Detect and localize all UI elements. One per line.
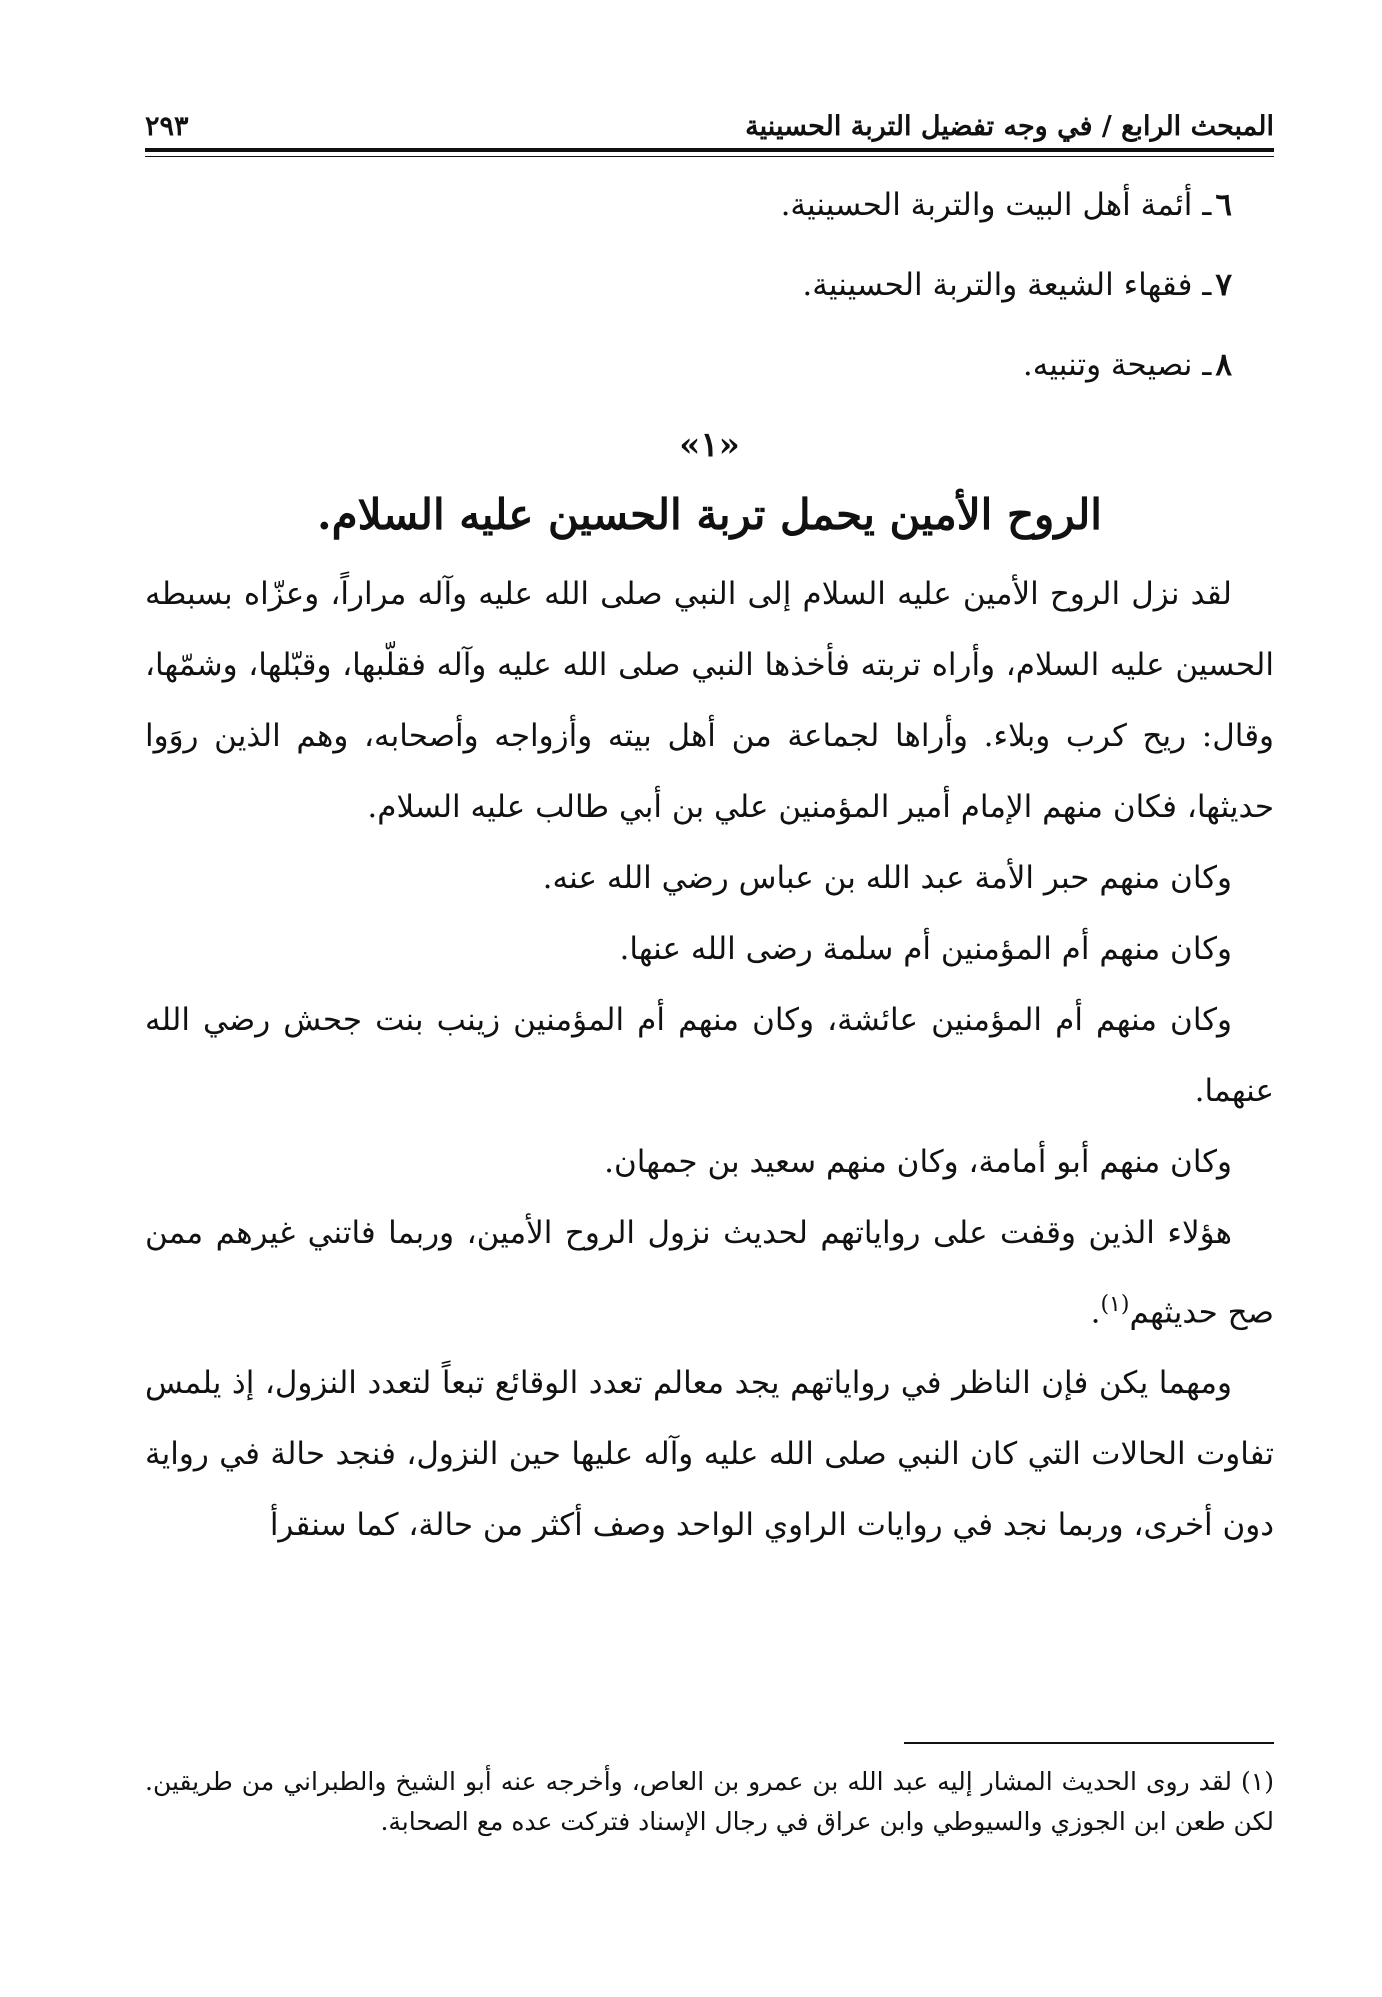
- paragraph: وكان منهم أبو أمامة، وكان منهم سعيد بن جمهان.: [604, 1144, 1232, 1180]
- footnote-separator: [904, 1742, 1274, 1744]
- header-rule-thick: [145, 148, 1274, 152]
- paragraph: لقد نزل الروح الأمين عليه السلام إلى النبي صلى الله عليه وآله مراراً، وعزّاه بسبطه الحسين عليه السلام، وأراه تربته فأخذها النبي صلى الله عليه وآله فقلّبها، وقبّلها، وشمّها، وقال: ريح كرب وبلاء. وأراها لجماعة من أهل بيته وأزواجه وأصحابه، وهم الذين روَوا حديثها، فكان منهم الإمام أمير المؤمنين علي بن أبي طالب عليه السلام.: [145, 576, 1274, 825]
- paragraph-text: هؤلاء الذين وقفت على رواياتهم لحديث نزول الروح الأمين، وربما فاتني غيرهم ممن صح حديثهم: [145, 1215, 1274, 1331]
- list-item-number: ٨: [1215, 347, 1232, 383]
- list-item-number: ٦: [1215, 187, 1232, 223]
- header-rule-thin: [145, 156, 1274, 157]
- paragraph: ومهما يكن فإن الناظر في رواياتهم يجد معالم تعدد الوقائع تبعاً لتعدد النزول، إذ يلمس تفاوت الحالات التي كان النبي صلى الله عليه وآله عليها حين النزول، فنجد حالة في رواية دون أخرى، وربما نجد في روايات الراوي الواحد وصف أكثر من حالة، كما سنقرأ: [145, 1365, 1274, 1544]
- list-item-text: ـ أئمة أهل البيت والتربة الحسينية.: [780, 187, 1212, 223]
- list-item: [145, 245, 1232, 325]
- footnote-reference[interactable]: (١): [1100, 1292, 1130, 1317]
- list-item: [145, 165, 1232, 245]
- chapter-title: المبحث الرابع / في وجه تفضيل التربة الحسينية: [745, 111, 1274, 142]
- page-number: ٢٩٣: [145, 111, 189, 142]
- paragraph: وكان منهم أم المؤمنين أم سلمة رضى الله عنها.: [619, 931, 1232, 967]
- footnote-text: لقد روى الحديث المشار إليه عبد الله بن عمرو بن العاص، وأخرجه عنه أبو الشيخ والطبراني من طريقين. لكن طعن ابن الجوزي والسيوطي وابن عراق في رجال الإسناد فتركت عده مع الصحابة.: [145, 1767, 1274, 1836]
- paragraph: هؤلاء الذين وقفت على رواياتهم لحديث نزول الروح الأمين، وربما فاتني غيرهم ممن صح حديثهم$^{(١)}$.: [145, 1215, 1274, 1331]
- footnote-marker: (١): [1241, 1767, 1274, 1796]
- list-item: [145, 325, 1232, 405]
- list-item-text: ـ نصيحة وتنبيه.: [1022, 347, 1212, 383]
- list-item-number: ٧: [1215, 267, 1232, 303]
- paragraph: وكان منهم حبر الأمة عبد الله بن عباس رضي الله عنه.: [542, 860, 1232, 896]
- footnote: [145, 1762, 1274, 1842]
- list-item-text: ـ فقهاء الشيعة والتربة الحسينية.: [802, 267, 1212, 303]
- paragraph: وكان منهم أم المؤمنين عائشة، وكان منهم أم المؤمنين زينب بنت جحش رضي الله عنهما.: [145, 1002, 1274, 1109]
- running-header: [145, 82, 1274, 142]
- section-number: «١»: [679, 425, 740, 465]
- section-title: الروح الأمين يحمل تربة الحسين عليه السلام.: [317, 490, 1102, 539]
- body-text: [145, 165, 1274, 1561]
